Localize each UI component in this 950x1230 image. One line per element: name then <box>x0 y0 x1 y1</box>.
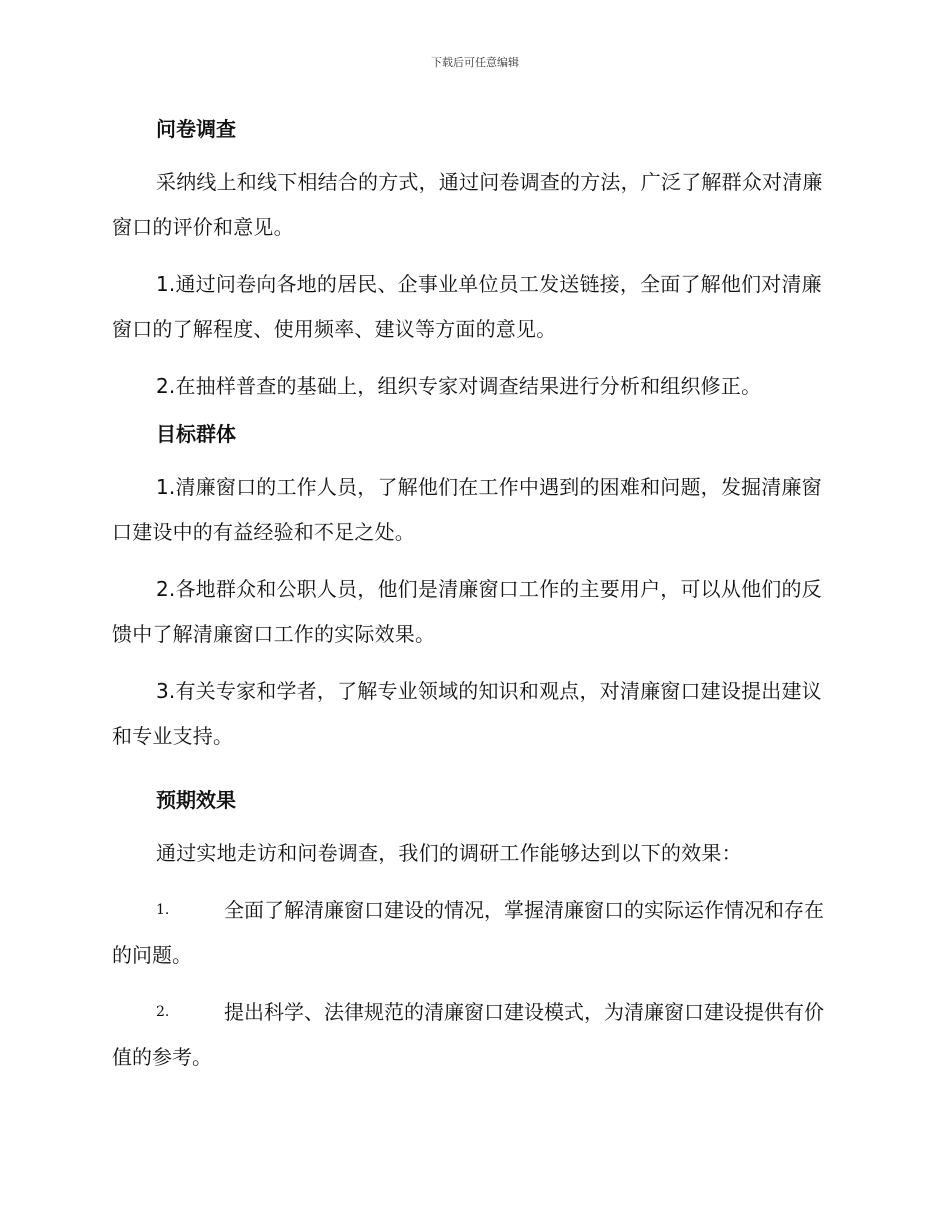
section-heading-expected-effect: 预期效果 <box>156 788 236 812</box>
item-number: 1. <box>156 902 170 918</box>
paragraph: 1.通过问卷向各地的居民、企事业单位员工发送链接，全面了解他们对清廉窗口的了解程度、使用频率、建议等方面的意见。 <box>112 272 822 341</box>
paragraph: 1.清廉窗口的工作人员，了解他们在工作中遇到的困难和问题，发掘清廉窗口建设中的有益经验和不足之处。 <box>112 475 822 544</box>
page-header: 下载后可任意编辑 <box>431 56 519 69</box>
item-text: 全面了解清廉窗口建设的情况，掌握清廉窗口的实际运作情况和存在的问题。 <box>112 898 824 967</box>
item-text: 提出科学、法律规范的清廉窗口建设模式，为清廉窗口建设提供有价值的参考。 <box>112 1000 824 1069</box>
section-heading-survey: 问卷调查 <box>156 117 236 141</box>
document-body <box>112 112 832 1092</box>
numbered-item <box>112 888 832 978</box>
item-number: 2. <box>156 1004 170 1020</box>
paragraph: 通过实地走访和问卷调查，我们的调研工作能够达到以下的效果： <box>156 841 742 865</box>
paragraph: 2.各地群众和公职人员，他们是清廉窗口工作的主要用户，可以从他们的反馈中了解清廉窗口工作的实际效果。 <box>112 577 822 646</box>
section-heading-target-group: 目标群体 <box>156 422 236 446</box>
paragraph: 采纳线上和线下相结合的方式，通过问卷调查的方法，广泛了解群众对清廉窗口的评价和意见。 <box>112 170 823 239</box>
paragraph: 2.在抽样普查的基础上，组织专家对调查结果进行分析和组织修正。 <box>156 374 762 398</box>
numbered-item <box>112 990 832 1080</box>
paragraph: 3.有关专家和学者，了解专业领域的知识和观点，对清廉窗口建设提出建议和专业支持。 <box>112 679 822 748</box>
